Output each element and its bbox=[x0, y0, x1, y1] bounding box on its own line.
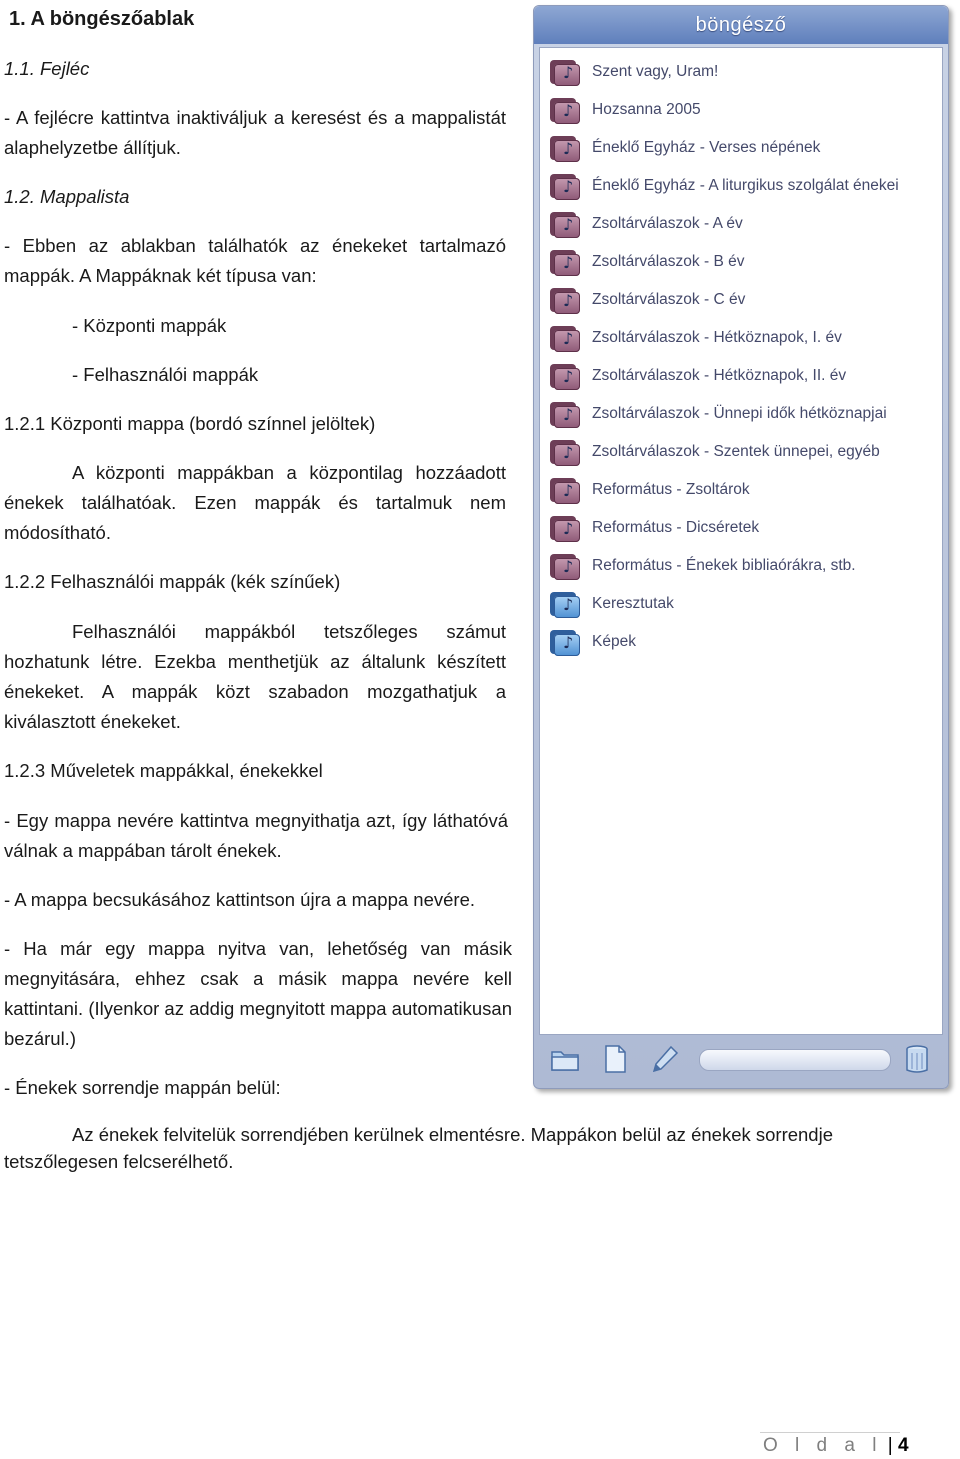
page-footer: O l d a l | 4 bbox=[763, 1435, 909, 1456]
music-folder-icon: ♪ bbox=[548, 628, 580, 656]
folder-label: Zsoltárválaszok - Hétköznapok, I. év bbox=[592, 329, 842, 346]
folder-label: Szent vagy, Uram! bbox=[592, 63, 719, 80]
heading-main: 1. A böngészőablak bbox=[9, 8, 195, 30]
section-1-2-3-title: 1.2.3 Műveletek mappákkal, énekekkel bbox=[4, 760, 323, 781]
section-1-2-title: 1.2. Mappalista bbox=[4, 186, 130, 207]
music-folder-icon: ♪ bbox=[548, 438, 580, 466]
footer-rule bbox=[760, 1432, 900, 1433]
folder-item[interactable] bbox=[548, 588, 938, 620]
folder-label: Református - Dicséretek bbox=[592, 519, 760, 536]
folder-label: Éneklő Egyház - Verses népének bbox=[592, 139, 821, 156]
operation-close: - A mappa becsukásához kattintson újra a mappa nevére. bbox=[4, 889, 476, 910]
operation-open: - Egy mappa nevére kattintva megnyithatja azt, így láthatóvá válnak a mappában tárolt énekek. bbox=[4, 810, 508, 861]
operation-order: - Énekek sorrendje mappán belül: bbox=[4, 1077, 281, 1098]
order-text: Az énekek felvitelük sorrendjében kerülnek elmentésre. Mappákon belül az énekek sorrendje tetszőlegesen felcserélhető. bbox=[4, 1124, 833, 1172]
folder-label: Keresztutak bbox=[592, 595, 674, 612]
folder-label: Zsoltárválaszok - Szentek ünnepei, egyéb bbox=[592, 443, 880, 460]
folder-item[interactable] bbox=[548, 474, 938, 506]
browser-window bbox=[533, 5, 949, 1089]
folder-label: Zsoltárválaszok - B év bbox=[592, 253, 745, 270]
folder-label: Református - Énekek bibliaórákra, stb. bbox=[592, 557, 856, 574]
folder-item[interactable] bbox=[548, 170, 938, 202]
section-1-2-2-title: 1.2.2 Felhasználói mappák (kék színűek) bbox=[4, 571, 341, 592]
type-user: - Felhasználói mappák bbox=[72, 364, 259, 385]
folder-item[interactable] bbox=[548, 512, 938, 544]
music-folder-icon: ♪ bbox=[548, 514, 580, 542]
section-1-2-2-text: Felhasználói mappákból tetszőleges számut hozhatunk létre. Ezekba menthetjük az általunk készített énekeket. A mappák közt szabadon mozgathatjuk a kiválasztott énekeket. bbox=[4, 621, 506, 732]
folder-item[interactable] bbox=[548, 436, 938, 468]
folder-item[interactable] bbox=[548, 132, 938, 164]
section-1-2-1-text: A központi mappákban a központilag hozzáadott énekek találhatóak. Ezen mappák és tartalmuk nem módosítható. bbox=[4, 462, 506, 543]
folder-label: Zsoltárválaszok - A év bbox=[592, 215, 743, 232]
folder-item[interactable] bbox=[548, 246, 938, 278]
folder-item[interactable] bbox=[548, 56, 938, 88]
folder-icon[interactable] bbox=[549, 1043, 581, 1075]
browser-header[interactable]: böngésző bbox=[534, 6, 948, 44]
music-folder-icon: ♪ bbox=[548, 58, 580, 86]
folder-label: Zsoltárválaszok - C év bbox=[592, 291, 746, 308]
folder-item[interactable] bbox=[548, 360, 938, 392]
folder-list bbox=[539, 47, 943, 1035]
section-1-1-text: - A fejlécre kattintva inaktiváljuk a keresést és a mappalistát alaphelyzetbe állítjuk. bbox=[4, 107, 506, 158]
folder-label: Református - Zsoltárok bbox=[592, 481, 750, 498]
type-central: - Központi mappák bbox=[72, 315, 227, 336]
section-1-2-text: - Ebben az ablakban találhatók az énekeket tartalmazó mappák. A Mappáknak két típusa van: bbox=[4, 235, 506, 286]
page-number: 4 bbox=[897, 1435, 909, 1456]
music-folder-icon: ♪ bbox=[548, 134, 580, 162]
folder-label: Hozsanna 2005 bbox=[592, 101, 701, 118]
music-folder-icon: ♪ bbox=[548, 210, 580, 238]
music-folder-icon: ♪ bbox=[548, 96, 580, 124]
section-1-2-1-title: 1.2.1 Központi mappa (bordó színnel jelöltek) bbox=[4, 413, 376, 434]
folder-item[interactable] bbox=[548, 626, 938, 658]
folder-label: Éneklő Egyház - A liturgikus szolgálat énekei bbox=[592, 177, 899, 194]
operation-switch: - Ha már egy mappa nyitva van, lehetőség van másik megnyitására, ehhez csak a másik mappa nevére kell kattintani. (Ilyenkor az addig megnyitott mappa automatikusan bezárul.) bbox=[4, 938, 513, 1049]
folder-label: Zsoltárválaszok - Hétköznapok, II. év bbox=[592, 367, 847, 384]
music-folder-icon: ♪ bbox=[548, 248, 580, 276]
music-folder-icon: ♪ bbox=[548, 324, 580, 352]
folder-item[interactable] bbox=[548, 284, 938, 316]
folder-label: Képek bbox=[592, 633, 636, 650]
folder-item[interactable] bbox=[548, 550, 938, 582]
browser-toolbar bbox=[539, 1037, 941, 1081]
section-1-1-title: 1.1. Fejléc bbox=[4, 58, 90, 79]
music-folder-icon: ♪ bbox=[548, 590, 580, 618]
music-folder-icon: ♪ bbox=[548, 552, 580, 580]
music-folder-icon: ♪ bbox=[548, 286, 580, 314]
folder-label: Zsoltárválaszok - Ünnepi idők hétköznapjai bbox=[592, 405, 887, 422]
folder-item[interactable] bbox=[548, 322, 938, 354]
new-document-icon[interactable] bbox=[599, 1043, 631, 1075]
music-folder-icon: ♪ bbox=[548, 400, 580, 428]
music-folder-icon: ♪ bbox=[548, 172, 580, 200]
folder-item[interactable] bbox=[548, 208, 938, 240]
music-folder-icon: ♪ bbox=[548, 362, 580, 390]
page-label: O l d a l bbox=[763, 1435, 883, 1456]
search-field[interactable] bbox=[699, 1049, 891, 1071]
trash-icon[interactable] bbox=[901, 1043, 933, 1075]
pen-icon[interactable] bbox=[649, 1043, 681, 1075]
folder-item[interactable] bbox=[548, 398, 938, 430]
music-folder-icon: ♪ bbox=[548, 476, 580, 504]
folder-item[interactable] bbox=[548, 94, 938, 126]
